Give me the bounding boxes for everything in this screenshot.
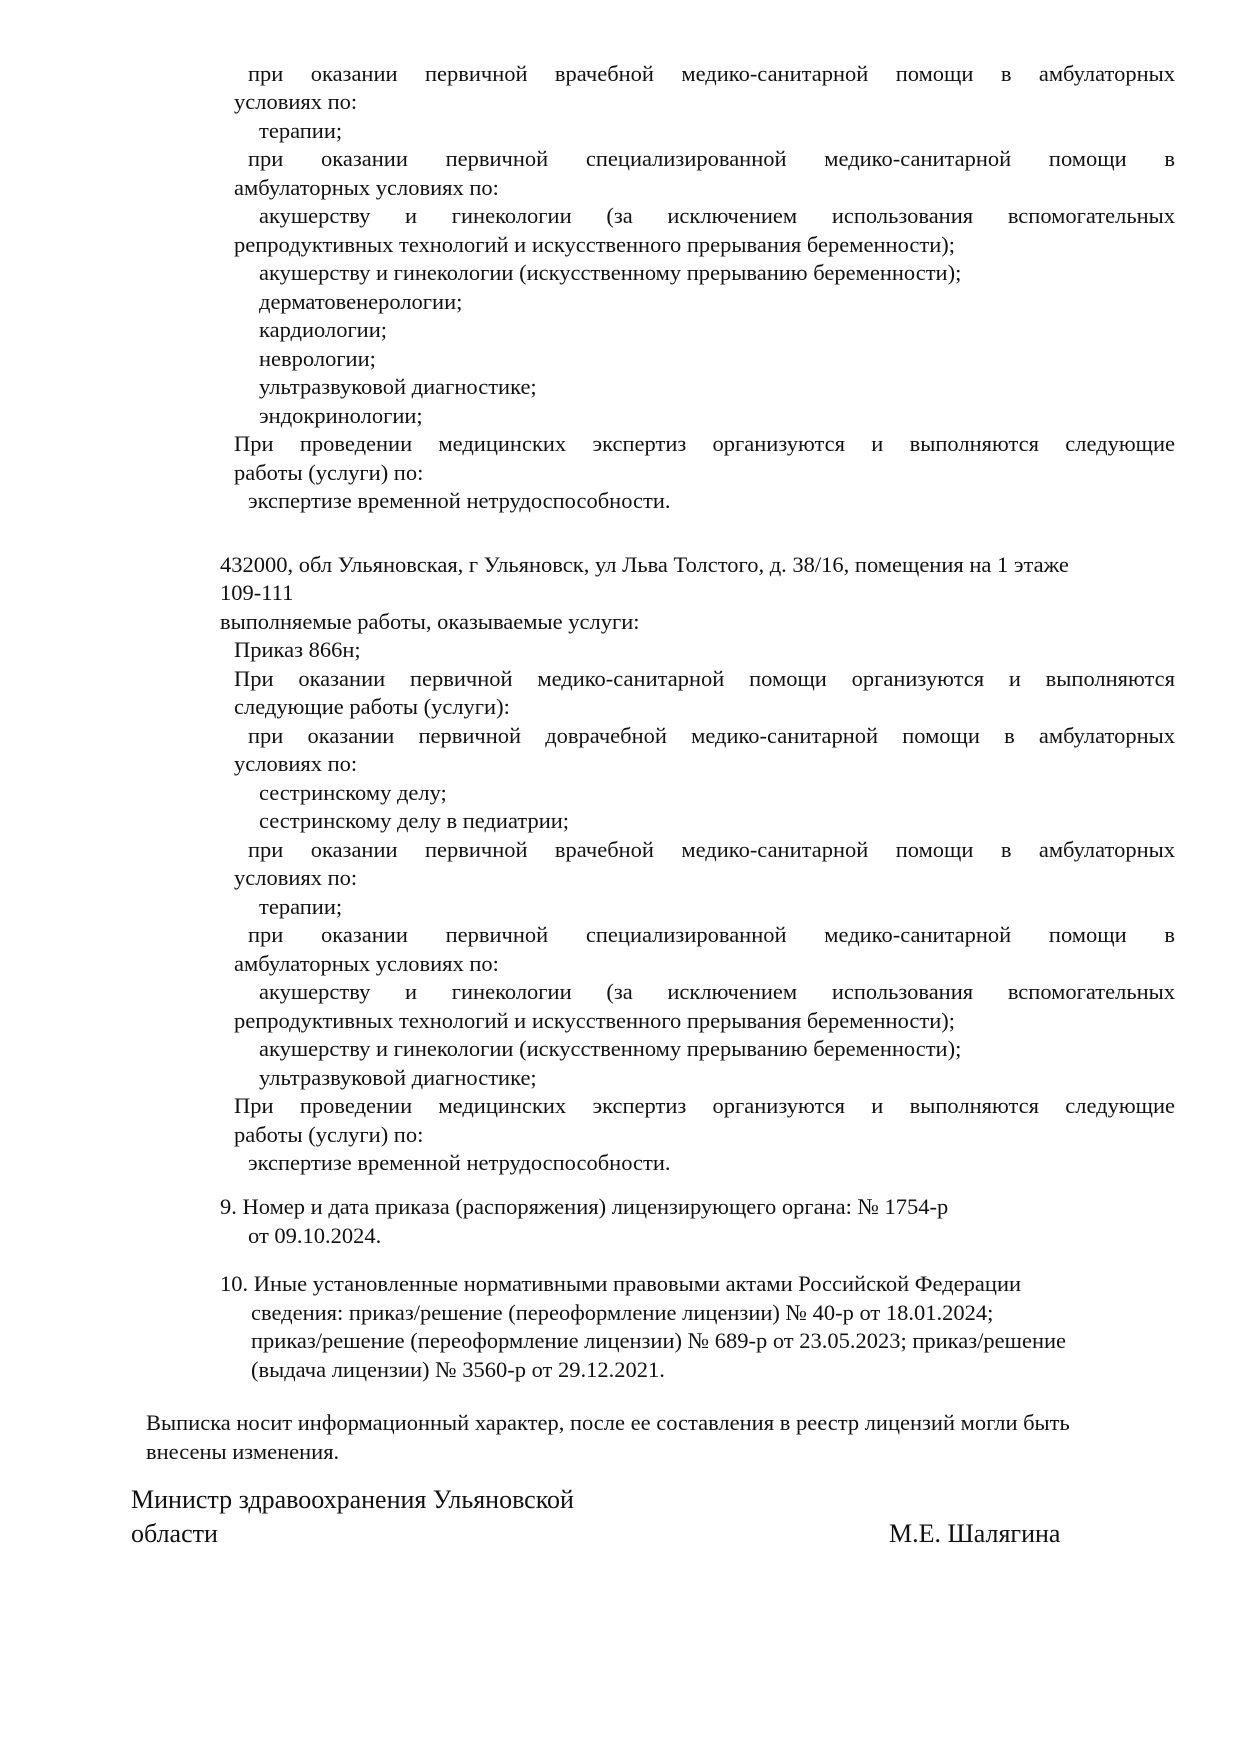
works-label: выполняемые работы, оказываемые услуги:	[220, 609, 640, 634]
text-line: условиях по:	[234, 89, 358, 114]
address-line: 432000, обл Ульяновская, г Ульяновск, ул Льва Толстого, д. 38/16, помещения на 1 этаже	[220, 552, 1069, 577]
text-line: акушерству и гинекологии (за исключением использования вспомогательных	[259, 203, 1175, 228]
item-10-line: (выдача лицензии) № 3560-р от 29.12.2021.	[251, 1357, 665, 1382]
address-line: 109-111	[220, 580, 294, 605]
text-line: При проведении медицинских экспертиз организуются и выполняются следующие	[234, 1093, 1175, 1118]
disclaimer-line: внесены изменения.	[146, 1439, 340, 1464]
text-line: неврологии;	[259, 346, 376, 371]
text-line: работы (услуги) по:	[234, 1122, 424, 1147]
item-9-line: от 09.10.2024.	[248, 1223, 382, 1248]
text-line: репродуктивных технологий и искусственного прерывания беременности);	[234, 1008, 955, 1033]
text-line: акушерству и гинекологии (за исключением использования вспомогательных	[259, 979, 1175, 1004]
text-line: условиях по:	[234, 751, 358, 776]
text-line: репродуктивных технологий и искусственного прерывания беременности);	[234, 232, 955, 257]
item-10-line: приказ/решение (переоформление лицензии) № 689-р от 23.05.2023; приказ/решение	[251, 1328, 1067, 1353]
text-line: акушерству и гинекологии (искусственному прерыванию беременности);	[259, 1036, 962, 1061]
text-line: при оказании первичной специализированной медико-санитарной помощи в	[248, 146, 1175, 171]
text-line: дерматовенерологии;	[259, 289, 463, 314]
text-line: экспертизе временной нетрудоспособности.	[248, 1150, 671, 1175]
item-10-line: сведения: приказ/решение (переоформление лицензии) № 40-р от 18.01.2024;	[251, 1300, 994, 1325]
text-line: при оказании первичной доврачебной медико-санитарной помощи в амбулаторных	[248, 723, 1175, 748]
text-line: амбулаторных условиях по:	[234, 175, 499, 200]
text-line: Приказ 866н;	[234, 637, 361, 662]
disclaimer-line: Выписка носит информационный характер, после ее составления в реестр лицензий могли быть	[146, 1410, 1070, 1435]
item-9-line: 9. Номер и дата приказа (распоряжения) лицензирующего органа: № 1754-р	[220, 1194, 949, 1219]
text-line: При оказании первичной медико-санитарной помощи организуются и выполняются	[234, 666, 1175, 691]
text-line: экспертизе временной нетрудоспособности.	[248, 488, 671, 513]
text-line: амбулаторных условиях по:	[234, 951, 499, 976]
text-line: при оказании первичной врачебной медико-санитарной помощи в амбулаторных	[248, 837, 1175, 862]
text-line: работы (услуги) по:	[234, 460, 424, 485]
text-line: акушерству и гинекологии (искусственному прерыванию беременности);	[259, 260, 962, 285]
text-line: При проведении медицинских экспертиз организуются и выполняются следующие	[234, 431, 1175, 456]
text-line: сестринскому делу в педиатрии;	[259, 808, 570, 833]
text-line: сестринскому делу;	[259, 780, 447, 805]
text-line: терапии;	[259, 894, 343, 919]
item-10-line: 10. Иные установленные нормативными правовыми актами Российской Федерации	[220, 1271, 1022, 1296]
text-line: кардиологии;	[259, 317, 388, 342]
text-line: при оказании первичной врачебной медико-санитарной помощи в амбулаторных	[248, 61, 1175, 86]
signer-name: М.Е. Шалягина	[889, 1519, 1061, 1548]
text-line: следующие работы (услуги):	[234, 694, 510, 719]
text-line: эндокринологии;	[259, 403, 423, 428]
text-line: при оказании первичной специализированной медико-санитарной помощи в	[248, 922, 1175, 947]
text-line: ультразвуковой диагностике;	[259, 1065, 537, 1090]
text-line: условиях по:	[234, 865, 358, 890]
text-line: терапии;	[259, 118, 343, 143]
text-line: ультразвуковой диагностике;	[259, 374, 537, 399]
signer-title: Министр здравоохранения Ульяновской	[131, 1485, 574, 1514]
signer-title: области	[131, 1519, 218, 1548]
